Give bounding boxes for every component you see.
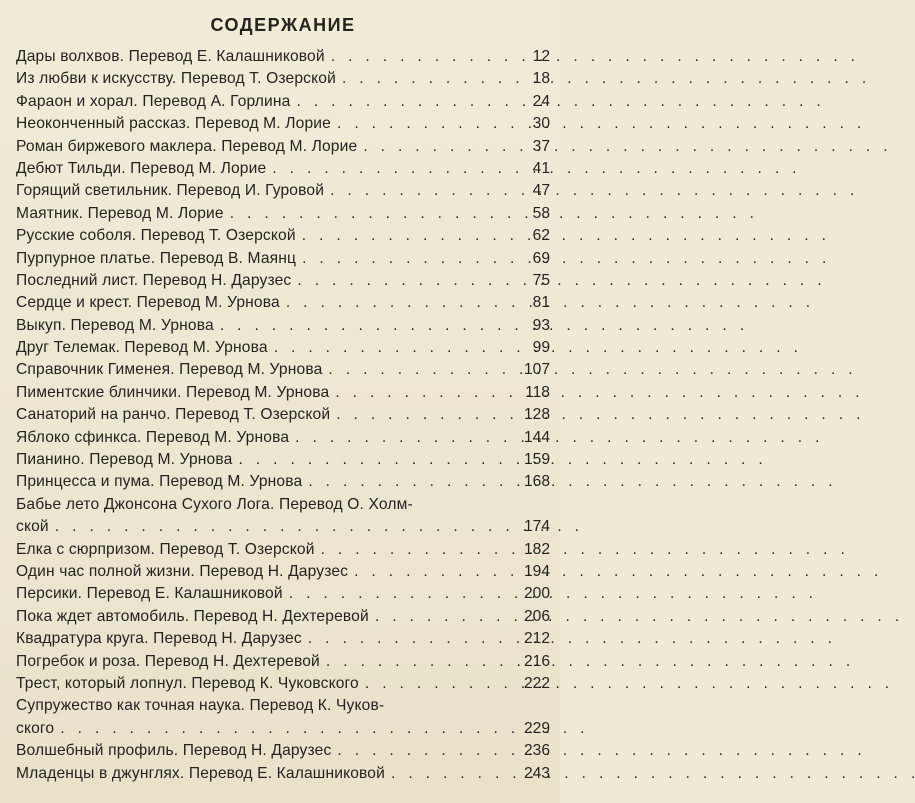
toc-entry-line (16, 404, 550, 426)
dot-leader (54, 718, 506, 740)
dot-leader (331, 113, 506, 135)
toc-entry-line (16, 561, 550, 583)
toc-entry-line (16, 673, 550, 695)
dot-leader (369, 606, 506, 628)
toc-entry-line (16, 225, 550, 247)
toc-entry (16, 382, 550, 404)
toc-entry-page-number: 128 (523, 406, 550, 424)
toc-entry (16, 203, 550, 225)
toc-entry-title: Горящий светильник. Перевод И. Гуровой (16, 182, 325, 200)
toc-entry (16, 606, 550, 628)
dot-leader (331, 740, 506, 762)
toc-entry (16, 471, 550, 493)
toc-entry (16, 46, 550, 68)
toc-entry-page-number: 212 (523, 630, 550, 648)
toc-entry-line (16, 606, 550, 628)
toc-entry-page-number: 58 (532, 204, 550, 222)
toc-entry-title: Друг Телемак. Перевод М. Урнова (16, 339, 268, 357)
toc-entry-line (16, 382, 550, 404)
toc-entry-line (16, 292, 550, 314)
dot-leader (329, 382, 506, 404)
toc-entry-title: Русские соболя. Перевод Т. Озерской (16, 227, 296, 245)
toc-entry-line (16, 628, 550, 650)
dot-leader (348, 561, 506, 583)
toc-entry-line (16, 68, 550, 90)
toc-entry-line (16, 427, 550, 449)
toc-entry-line (16, 136, 550, 158)
toc-entry-title: Справочник Гименея. Перевод М. Урнова (16, 361, 323, 379)
toc-entry-line (16, 651, 550, 673)
toc-entry-line (16, 583, 550, 605)
dot-leader (289, 427, 506, 449)
toc-entry-page-number: 236 (523, 742, 550, 760)
toc-entry-title: Погребок и роза. Перевод Н. Дехтеревой (16, 652, 320, 670)
dot-leader (357, 136, 506, 158)
toc-entry (16, 695, 550, 740)
toc-entry-line (16, 180, 550, 202)
toc-entry-line (16, 449, 550, 471)
toc-entry-line (16, 315, 550, 337)
toc-entry (16, 292, 550, 314)
toc-entry (16, 158, 550, 180)
dot-leader (385, 763, 506, 785)
toc-entry-page-number: 182 (523, 540, 550, 558)
toc-entry-title: Трест, который лопнул. Перевод К. Чуковского (16, 674, 359, 692)
toc-entry (16, 315, 550, 337)
toc-entry-title: Квадратура круга. Перевод Н. Дарузес (16, 630, 302, 648)
toc-entry (16, 651, 550, 673)
dot-leader (359, 673, 506, 695)
toc-entry-page-number: 206 (523, 607, 550, 625)
toc-entry-page-number: 47 (532, 182, 550, 200)
toc-entry-page-number: 194 (523, 562, 550, 580)
toc-entry-title: Пиментские блинчики. Перевод М. Урнова (16, 383, 330, 401)
toc-entry-page-number: 75 (532, 271, 550, 289)
toc-entry-title: Дары волхвов. Перевод Е. Калашниковой (16, 48, 325, 65)
toc-entry-page-number: 159 (523, 451, 550, 469)
toc-entry-title: Волшебный профиль. Перевод Н. Дарузес (16, 742, 332, 760)
dot-leader (296, 225, 506, 247)
toc-entry-title: Фараон и хорал. Перевод А. Горлина (16, 92, 291, 110)
toc-entry-line (16, 203, 550, 225)
toc-entry-page-number: 69 (532, 249, 550, 267)
dot-leader (322, 359, 506, 381)
toc-entry-page-number: 30 (532, 115, 550, 133)
toc-entry-page-number: 229 (523, 719, 550, 737)
toc-entry (16, 113, 550, 135)
dot-leader (302, 471, 506, 493)
toc-entry-title: Роман биржевого маклера. Перевод М. Лорие (16, 137, 358, 155)
toc-entry-title: Дебют Тильди. Перевод М. Лорие (16, 159, 267, 177)
dot-leader (336, 68, 506, 90)
toc-entry-first-line (16, 695, 550, 717)
toc-entry-title: Пока ждет автомобиль. Перевод Н. Дехтеревой (16, 607, 369, 625)
toc-entry-page-number: 118 (525, 383, 550, 401)
toc-entry-line (16, 158, 550, 180)
dot-leader (325, 46, 506, 68)
toc-entry-line (16, 337, 550, 359)
toc-entry (16, 561, 550, 583)
toc-entry-title: Один час полной жизни. Перевод Н. Дарузес (16, 562, 349, 580)
toc-entry-page-number: 144 (523, 428, 550, 446)
toc-entry-page-number: 18 (532, 70, 550, 88)
toc-entry-second-line (16, 516, 550, 538)
toc-entry-title: Супружество как точная наука. Перевод К. Чуков- (16, 697, 385, 715)
toc-entry-title: Выкуп. Перевод М. Урнова (16, 316, 214, 334)
toc-entry (16, 583, 550, 605)
toc-entry-page-number: 81 (532, 294, 550, 312)
toc-entry (16, 740, 550, 762)
dot-leader (224, 203, 506, 225)
dot-leader (302, 628, 506, 650)
toc-list (16, 46, 550, 785)
dot-leader (315, 539, 506, 561)
dot-leader (49, 516, 506, 538)
toc-entry-page-number: 24 (532, 92, 550, 110)
toc-entry (16, 404, 550, 426)
toc-entry-title: Персики. Перевод Е. Калашниковой (16, 585, 283, 603)
toc-entry-title: Санаторий на ранчо. Перевод Т. Озерской (16, 406, 331, 424)
toc-entry (16, 427, 550, 449)
toc-entry-title: Пианино. Перевод М. Урнова (16, 451, 233, 469)
toc-entry-title-continuation: ского (16, 719, 55, 737)
toc-entry-title-continuation: ской (16, 518, 49, 536)
toc-entry-line (16, 763, 550, 785)
toc-entry (16, 91, 550, 113)
toc-entry-line (16, 270, 550, 292)
toc-entry-page-number: 216 (523, 652, 550, 670)
toc-entry (16, 337, 550, 359)
toc-entry-page-number: 107 (523, 361, 550, 379)
toc-entry-line (16, 471, 550, 493)
toc-entry (16, 628, 550, 650)
toc-entry-first-line (16, 494, 550, 516)
dot-leader (296, 248, 506, 270)
toc-entry-page-number: 93 (532, 316, 550, 334)
toc-entry (16, 180, 550, 202)
toc-entry (16, 494, 550, 539)
toc-entry-line (16, 91, 550, 113)
toc-entry (16, 539, 550, 561)
dot-leader (320, 651, 506, 673)
toc-entry-title: Пурпурное платье. Перевод В. Маянц (16, 249, 297, 267)
toc-entry-page-number: 37 (532, 137, 550, 155)
toc-entry-page-number: 41 (532, 159, 550, 177)
toc-entry-line (16, 539, 550, 561)
dot-leader (268, 337, 506, 359)
toc-entry-page-number: 243 (523, 764, 550, 782)
toc-entry-title: Младенцы в джунглях. Перевод Е. Калашниковой (16, 764, 385, 782)
toc-entry-title: Принцесса и пума. Перевод М. Урнова (16, 473, 303, 491)
toc-entry-title: Яблоко сфинкса. Перевод М. Урнова (16, 428, 290, 446)
toc-entry-title: Бабье лето Джонсона Сухого Лога. Перевод О. Холм- (16, 495, 413, 513)
dot-leader (283, 583, 506, 605)
toc-entry-title: Сердце и крест. Перевод М. Урнова (16, 294, 280, 312)
toc-entry-page-number: 62 (532, 227, 550, 245)
toc-entry (16, 68, 550, 90)
toc-entry-title: Маятник. Перевод М. Лорие (16, 204, 224, 222)
toc-entry-page-number: 168 (523, 473, 550, 491)
toc-entry-page-number: 200 (523, 585, 550, 603)
dot-leader (324, 180, 506, 202)
toc-entry-title: Из любви к искусству. Перевод Т. Озерской (16, 70, 336, 88)
dot-leader (291, 91, 506, 113)
toc-entry-line (16, 113, 550, 135)
toc-entry-second-line (16, 718, 550, 740)
toc-entry-line (16, 359, 550, 381)
toc-entry-title: Последний лист. Перевод Н. Дарузес (16, 271, 292, 289)
toc-entry-page-number: 12 (532, 48, 550, 65)
toc-entry (16, 673, 550, 695)
dot-leader (266, 158, 506, 180)
toc-entry-page-number: 174 (523, 518, 550, 536)
dot-leader (291, 270, 506, 292)
dot-leader (280, 292, 506, 314)
toc-entry-page-number: 99 (532, 339, 550, 357)
toc-entry (16, 270, 550, 292)
toc-entry-page-number: 222 (523, 674, 550, 692)
toc-entry-title: Елка с сюрпризом. Перевод Т. Озерской (16, 540, 315, 558)
dot-leader (330, 404, 506, 426)
toc-entry-line (16, 46, 550, 68)
toc-entry-line (16, 740, 550, 762)
toc-entry-title: Неоконченный рассказ. Перевод М. Лорие (16, 115, 331, 133)
toc-entry (16, 136, 550, 158)
toc-entry-line (16, 248, 550, 270)
dot-leader (232, 449, 506, 471)
toc-entry (16, 763, 550, 785)
toc-entry (16, 359, 550, 381)
toc-entry (16, 225, 550, 247)
toc-entry (16, 248, 550, 270)
toc-entry (16, 449, 550, 471)
dot-leader (214, 315, 506, 337)
page-title: СОДЕРЖАНИЕ (210, 15, 356, 35)
